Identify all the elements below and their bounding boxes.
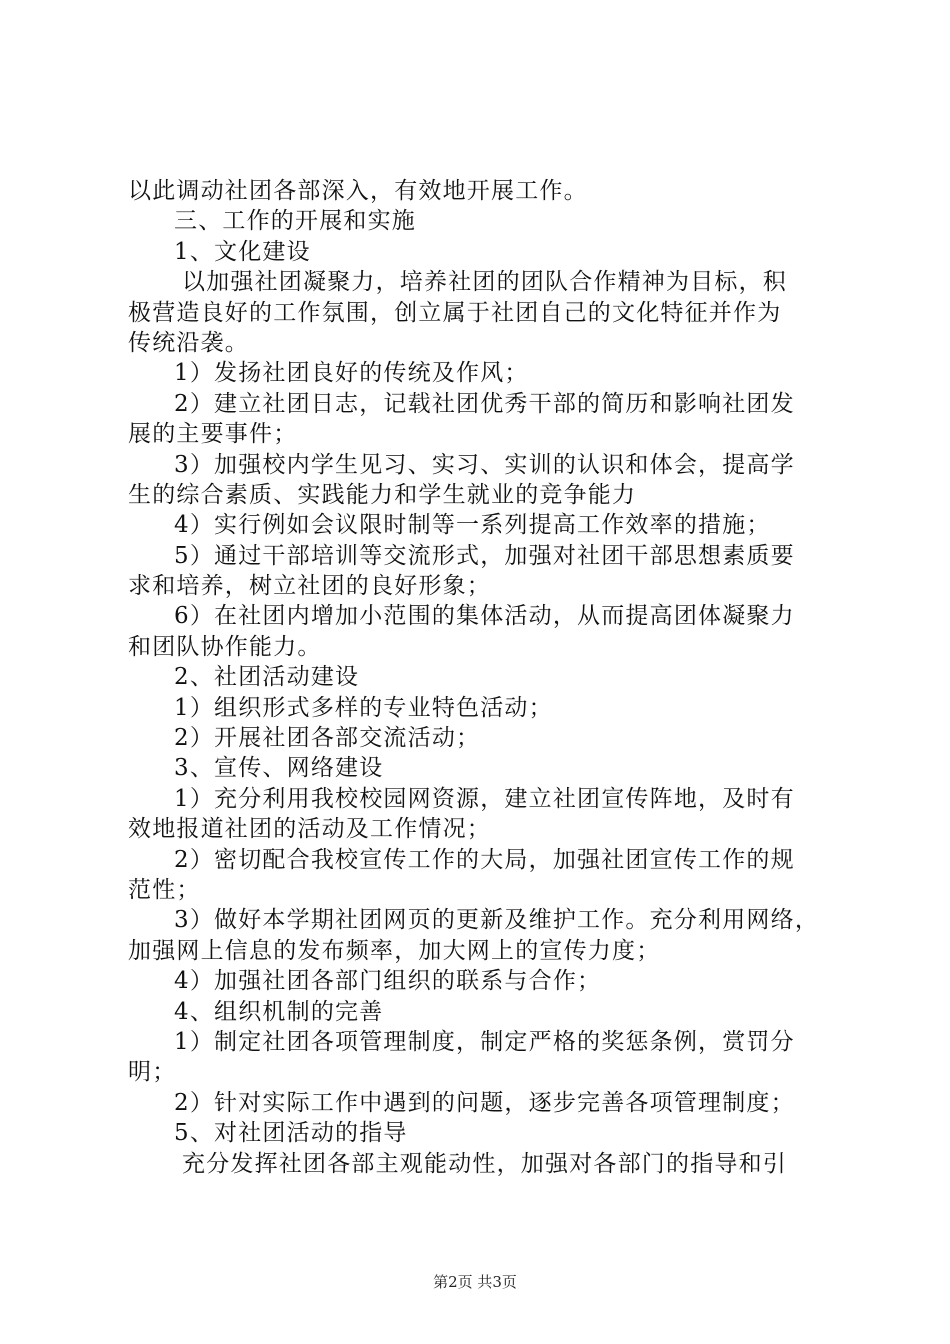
subsection-heading: 1、文化建设 [174,238,311,265]
page-number-footer: 第2页 共3页 [433,1273,517,1291]
subsection-heading: 3、宣传、网络建设 [174,755,384,782]
list-item: 1）充分利用我校校园网资源，建立社团宣传阵地，及时有 [174,785,795,812]
list-item: 1）发扬社团良好的传统及作风； [174,360,529,387]
list-item: 4）加强社团各部门组织的联系与合作； [174,968,602,995]
list-item: 5）通过干部培训等交流形式，加强对社团干部思想素质要 [174,542,795,569]
list-item-continuation: 范性； [128,876,201,903]
document-body [128,176,838,1179]
list-item: 1）制定社团各项管理制度，制定严格的奖惩条例，赏罚分 [174,1028,795,1055]
list-item: 4）实行例如会议限时制等一系列提高工作效率的措施； [174,512,771,539]
list-item: 2）开展社团各部交流活动； [174,725,481,752]
list-item: 1）组织形式多样的专业特色活动； [174,694,553,721]
list-item-continuation: 求和培养，树立社团的良好形象； [128,573,491,600]
subsection-heading: 5、对社团活动的指导 [174,1120,408,1147]
list-item-continuation: 展的主要事件； [128,421,298,448]
list-item: 3）加强校内学生见习、实习、实训的认识和体会，提高学 [174,451,795,478]
list-item: 2）密切配合我校宣传工作的大局，加强社团宣传工作的规 [174,846,795,873]
paragraph-line: 以加强社团凝聚力，培养社团的团队合作精神为目标，积 [182,269,787,296]
paragraph-line: 以此调动社团各部深入，有效地开展工作。 [128,178,588,204]
list-item: 6）在社团内增加小范围的集体活动，从而提高团体凝聚力 [174,603,795,630]
list-item-continuation: 明； [128,1059,177,1086]
list-item-continuation: 效地报道社团的活动及工作情况； [128,816,491,843]
list-item: 2）针对实际工作中遇到的问题，逐步完善各项管理制度； [174,1089,795,1116]
paragraph-line: 极营造良好的工作氛围，创立属于社团自己的文化特征并作为 [128,299,782,326]
list-item-continuation: 和团队协作能力。 [128,633,322,660]
paragraph-line: 传统沿袭。 [128,329,249,356]
list-item-continuation: 生的综合素质、实践能力和学生就业的竞争能力 [128,481,637,508]
subsection-heading: 2、社团活动建设 [174,664,360,691]
list-item: 3）做好本学期社团网页的更新及维护工作。充分利用网络， [174,907,820,934]
section-heading: 三、工作的开展和实施 [174,208,416,235]
list-item-continuation: 加强网上信息的发布频率，加大网上的宣传力度； [128,937,661,964]
subsection-heading: 4、组织机制的完善 [174,998,384,1025]
paragraph-line: 充分发挥社团各部主观能动性，加强对各部门的指导和引 [182,1150,787,1177]
list-item: 2）建立社团日志，记载社团优秀干部的简历和影响社团发 [174,390,795,417]
